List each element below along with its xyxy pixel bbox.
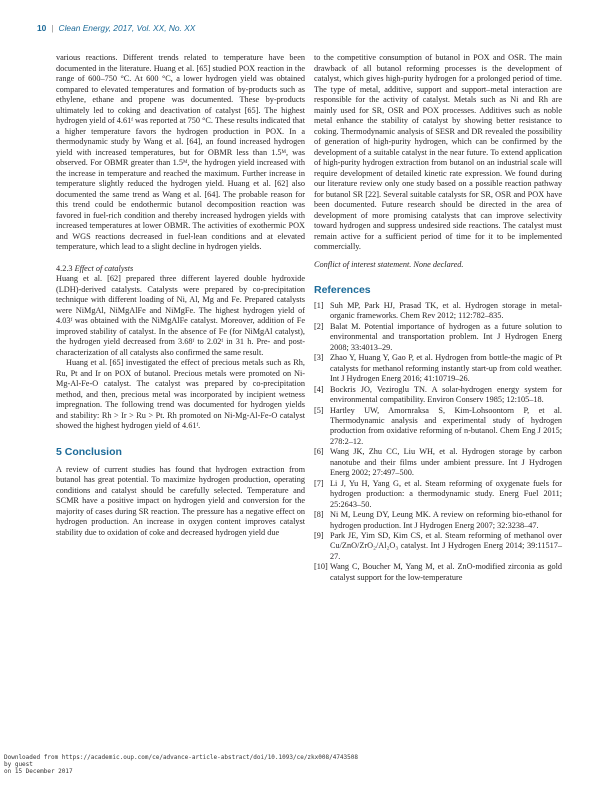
paragraph-temperature-trends: various reactions. Different trends related to temperature have been documented in the literature. Huang et al. [65] studied POX reaction in the range of 600–750 °C. At 600 °C, a lower hydrogen yield was obtained compared to elevated temperatures and formation of by-products such as ethylene, ethane and propene was documented. These by-products ultimately led to coking and deactivation of catalyst [65]. The highest hydrogen yield of 4.61ᶠ was reported at 750 °C. These results indicated that a higher temperature favors the hydrogen production in POX. In a thermodynamic study by Wang et al. [64], an found increased hydrogen yield with increased temperatures, but for OBMR less than 1.5ᴹ, was observed. For OBMR greater than 1.5ᴹ, the hydrogen yield increased with the increase in temperature and reached the maximum. Further increase in temperature slightly reduced the hydrogen yield. Huang et al. [62] also documented the same trend as Wang et al. [64]. The probable reason for this trend could be endothermic butanol decomposition reaction was favored in fuel-rich condition and thereby increased hydrogen yields with increased temperatures at lower OBMR. The activities of exothermic POX and WGS reactions decreased in fuel-lean conditions and at elevated temperature, which lead to a slight decline in hydrogen yields.	[56, 53, 305, 251]
subsection-heading	[56, 264, 305, 275]
reference-item	[314, 531, 562, 562]
paragraph-precious-metals: Huang et al. [65] investigated the effect of precious metals such as Rh, Ru, Pt and Ir on POX of butanol. Precious metals were promoted on Ni-Mg-Al-Fe-O catalyst. The catalyst was prepared by co-precipitation method, and then, precious metal was incorporated by incipient wetness impregnation. The following trend was documented for hydrogen yields and stability: Rh > Ir > Ru > Pt. Rh promoted on Ni-Mg-Al-Fe-O catalyst showed the highest hydrogen yield of 4.61ᶠ.	[56, 358, 305, 430]
reference-number: [2]	[314, 321, 324, 331]
page-number: 10	[37, 23, 47, 33]
conclusion-heading: 5 Conclusion	[56, 445, 122, 458]
running-header	[37, 23, 577, 37]
reference-item	[314, 385, 562, 406]
reference-item	[314, 447, 562, 478]
subsection-title: Effect of catalysts	[74, 263, 134, 273]
download-footer	[4, 754, 359, 775]
paragraph-conclusion-continued: to the competitive consumption of butanol in POX and OSR. The main drawback of all butanol reforming processes is the development of catalyst, which gives high-purity hydrogen for a prolonged period of time. The type of metal, additive, support and support–metal interaction are responsible for the activity of catalyst. Metals such as Ni and Rh are mainly used for SR, OSR and POX processes. Additives such as noble metal enhance the stability of catalyst by showing better resistance to coking. Thermodynamic analysis of SESR and DR revealed the possibility of generation of high-purity hydrogen, which can be confirmed by the development of a suitable catalyst in the near future. To extend application of high-purity hydrogen extraction from butanol on an industrial scale will require development of detailed kinetic rate expression. We found during our literature review only one study based on a possible reaction pathway for butanol SR [22]. Several suitable catalysts for SR, OSR and POX have been documented. Future research should be directed in the area of development of more promising catalysts that can improve selectivity toward hydrogen and suppress undesired side reactions. The catalyst must remain active for a sufficient period of time for it to be implemented commercially.	[314, 53, 562, 251]
header-separator: |	[51, 23, 54, 33]
reference-number: [5]	[314, 405, 324, 415]
footer-line-1: Downloaded from https://academic.oup.com/ce/advance-article-abstract/doi/10.1093/ce/zkx008/4743508	[4, 754, 359, 761]
reference-item	[314, 479, 562, 510]
reference-item	[314, 406, 562, 448]
left-column	[56, 53, 305, 538]
reference-text: Ni M, Leung DY, Leung MK. A review on reforming bio-ethanol for hydrogen production. Int J Hydrogen Energ 2007; 32:3238–47.	[330, 510, 562, 530]
paragraph-conclusion: A review of current studies has found that hydrogen extraction from butanol has great potential. To maximize hydrogen production, operating conditions and catalyst should be carefully selected. Temperature and SCMR have a positive impact on hydrogen yield and conversion for the majority of cases during SR reaction. The pressure has a negative effect on hydrogen production. An increase in oxygen content improves catalyst stability due to oxidation of coke and decreased hydrogen yield due	[56, 464, 305, 537]
reference-item	[314, 562, 562, 583]
conflict-of-interest: Conflict of interest statement. None declared.	[314, 259, 464, 269]
reference-number: [10]	[314, 562, 328, 572]
reference-text: Zhao Y, Huang Y, Gao P, et al. Hydrogen from bottle-the magic of Pt catalysts for methanol reforming instantly start-up from cold weather. Int J Hydrogen Energ 2016; 41:10719–26.	[330, 353, 562, 384]
reference-number: [4]	[314, 384, 324, 394]
footer-line-3: on 15 December 2017	[4, 767, 73, 775]
reference-text: Wang JK, Zhu CC, Liu WH, et al. Hydrogen storage by carbon nanotube and their films under ambient pressure. Int J Hydrogen Energ 2002; 27:497–500.	[330, 447, 562, 478]
reference-item	[314, 322, 562, 353]
subsection-number: 4.2.3	[56, 263, 73, 273]
reference-number: [1]	[314, 301, 324, 310]
reference-item	[314, 510, 562, 531]
reference-text: Wang C, Boucher M, Yang M, et al. ZnO-modified zirconia as gold catalyst support for the low-temperature	[330, 562, 562, 582]
reference-text: Bockris JO, Veziroglu TN. A solar-hydrogen energy system for environmental compatibility. Environ Conserv 1985; 12:105–18.	[330, 384, 562, 405]
reference-text: Park JE, Yim SD, Kim CS, et al. Steam reforming of methanol over Cu/ZnO/ZrO₂/Al₂O₃ catalyst. Int J Hydrogen Energ 2014; 39:11517–27.	[330, 530, 562, 561]
right-column	[314, 53, 562, 583]
reference-list	[314, 301, 562, 583]
reference-item	[314, 301, 562, 322]
reference-item	[314, 353, 562, 384]
reference-text: Li J, Yu H, Yang G, et al. Steam reforming of oxygenate fuels for hydrogen production: a thermodynamic study. Energ Fuel 2011; 25:2643–50.	[330, 478, 562, 509]
reference-number: [6]	[314, 447, 324, 457]
reference-number: [7]	[314, 478, 324, 488]
references-heading: References	[314, 284, 371, 296]
reference-text: Balat M. Potential importance of hydrogen as a future solution to environmental and transportation problem. Int J Hydrogen Energ 2008; 33:4013–29.	[330, 321, 562, 352]
reference-text: Hartley UW, Amornraksa S, Kim-Lohsoontorn P, et al. Thermodynamic analysis and experimental study of hydrogen production from oxidative reforming of n-butanol. Chem Eng J 2015; 278:2–12.	[330, 405, 562, 446]
journal-citation: Clean Energy, 2017, Vol. XX, No. XX	[58, 23, 196, 33]
footer-line-2: by guest	[4, 760, 33, 768]
reference-text: Suh MP, Park HJ, Prasad TK, et al. Hydrogen storage in metal-organic frameworks. Chem Rev 2012; 112:782–835.	[330, 301, 562, 321]
reference-number: [8]	[314, 510, 324, 520]
paragraph-catalysts-ldh: Huang et al. [62] prepared three different layered double hydroxide (LDH)-derived catalysts. Catalysts were prepared by co-precipitation technique with different loading of Ni, Al, Mg and Fe. Prepared catalysts were NiMgAl, NiMgAlFe and NiMgFe. The highest hydrogen yield of 4.03ᶠ was obtained with the NiMgAlFe catalyst. Moreover, addition of Fe improved stability of catalyst. In the absence of Fe (for NiMgAl catalyst), the hydrogen yield decreased from 3.68ᶠ to 2.02ᶠ in 31 h. Pre- and post-characterization of all catalysts also confirmed the same result.	[56, 274, 305, 357]
reference-number: [9]	[314, 530, 324, 540]
reference-number: [3]	[314, 353, 324, 363]
